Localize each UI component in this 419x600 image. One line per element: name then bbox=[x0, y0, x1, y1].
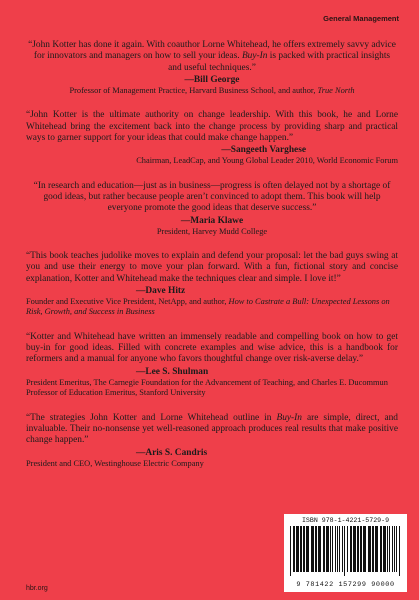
barcode-bar bbox=[303, 526, 305, 572]
barcode-bar bbox=[392, 526, 393, 572]
barcode-bar bbox=[335, 526, 336, 572]
blurb-author-title: President and CEO, Westinghouse Electric Company bbox=[26, 458, 204, 468]
blurb-author: —Aris S. Candris bbox=[136, 447, 208, 458]
blurb-lee-shulman bbox=[26, 332, 398, 399]
barcode-bars bbox=[288, 526, 403, 576]
publisher-site: hbr.org bbox=[26, 585, 48, 592]
blurb-aris-candris bbox=[26, 413, 398, 469]
barcode-bar bbox=[337, 526, 338, 572]
blurb-text: “In research and education—just as in business—progress is often delayed not by a shortage of good ideas, but rather because people aren’t convinced to adopt them. This book will help everyone promote the good ideas that deserve success.” bbox=[33, 180, 391, 214]
barcode-bar bbox=[363, 526, 366, 572]
blurb-author: —Bill George bbox=[184, 74, 240, 85]
blurb-text: “This book teaches judolike moves to explain and defend your proposal: let the bad guys swing at you and use their energy to move your plan forward. With a fun, fictional story and concise explanation, Kotter and Whitehead make the techniques clear and simple. I love it!” bbox=[26, 251, 398, 284]
barcode-bar bbox=[375, 526, 378, 572]
barcode-bar bbox=[318, 526, 321, 572]
blurb-text: “John Kotter has done it again. With coauthor Lorne Whitehead, he offers extremely savvy advice for innovators and managers on how to sell your ideas. Buy-In is packed with practical insights and useful techniques.” bbox=[28, 40, 396, 73]
barcode-bar bbox=[296, 526, 299, 572]
barcode-bar bbox=[387, 526, 388, 572]
barcode-bar bbox=[332, 526, 333, 572]
barcode-bar bbox=[311, 526, 314, 572]
barcode-bar bbox=[394, 526, 395, 572]
blurb-author: —Maria Klawe bbox=[180, 215, 244, 226]
barcode-bar bbox=[372, 526, 374, 572]
barcode-bar bbox=[347, 526, 348, 572]
barcode-bar bbox=[396, 526, 397, 572]
barcode-bar bbox=[360, 526, 362, 572]
blurb-text: “Kotter and Whitehead have written an immensely readable and compelling book on how to get buy-in for good ideas. Filled with concrete examples and wise advice, this is a handbook for reformers and a manual for anyone who favors thoughtful change over risk-averse delay.” bbox=[26, 331, 398, 365]
blurb-author-title: Chairman, LeadCap, and Young Global Leader 2010, World Economic Forum bbox=[136, 156, 398, 166]
blurb-author-title: Founder and Executive Vice President, NetApp, and author, How to Castrate a Bull: Unexpected Lessons on Risk, Growth, and Success in Business bbox=[26, 296, 390, 317]
category-label: General Management bbox=[323, 14, 399, 23]
barcode-bar bbox=[399, 526, 400, 576]
blurb-author: —Lee S. Shulman bbox=[136, 366, 209, 377]
blurb-text: “The strategies John Kotter and Lorne Whitehead outline in Buy-In are simple, direct, and invaluable. Their no-nonsense yet well-reasoned approach produces real results that make positive change happen.” bbox=[26, 412, 398, 446]
barcode-bar bbox=[290, 526, 291, 576]
barcode-bar bbox=[326, 526, 329, 572]
barcode-bar bbox=[380, 526, 382, 572]
barcode-bar bbox=[315, 526, 317, 572]
blurb-sangeeth-varghese bbox=[26, 110, 398, 166]
barcode-bar bbox=[383, 526, 386, 572]
barcode-bar bbox=[368, 526, 371, 572]
barcode-bar bbox=[357, 526, 359, 572]
blurb-maria-klawe bbox=[26, 181, 398, 237]
barcode-bar bbox=[293, 526, 295, 572]
barcode-bar bbox=[300, 526, 302, 572]
barcode-bar bbox=[323, 526, 325, 572]
barcode-bar bbox=[330, 526, 331, 572]
blurb-author: —Dave Hitz bbox=[136, 285, 186, 296]
barcode-bar bbox=[344, 526, 345, 576]
blurb-author: —Sangeeth Varghese bbox=[221, 145, 306, 156]
barcode-bar bbox=[306, 526, 309, 572]
blurb-dave-hitz bbox=[26, 251, 398, 318]
barcode-bar bbox=[353, 526, 356, 572]
blurb-author-title: President Emeritus, The Carnegie Foundation for the Advancement of Teaching, and Charles E. Ducommun Professor of Education Emeritus, Stanford University bbox=[26, 377, 388, 398]
isbn-label: ISBN 978-1-4221-5729-9 bbox=[301, 517, 390, 524]
blurb-author-title: President, Harvey Mudd College bbox=[156, 226, 268, 236]
barcode-bar bbox=[339, 526, 340, 572]
endorsements bbox=[26, 40, 398, 483]
isbn-barcode bbox=[284, 514, 407, 592]
blurb-bill-george bbox=[26, 40, 398, 96]
barcode-bar bbox=[389, 526, 390, 572]
barcode-digits: 9 781422 157299 90000 bbox=[296, 581, 395, 589]
blurb-text: “John Kotter is the ultimate authority on change leadership. With this book, he and Lorne Whitehead bring the excitement back into the change process by providing sharp and practical ways to garner support for your ideas that could make change happen.” bbox=[26, 110, 398, 143]
barcode-bar bbox=[350, 526, 352, 572]
barcode-bar bbox=[342, 526, 343, 572]
blurb-author-title: Professor of Management Practice, Harvard Business School, and author, True North bbox=[69, 85, 355, 95]
